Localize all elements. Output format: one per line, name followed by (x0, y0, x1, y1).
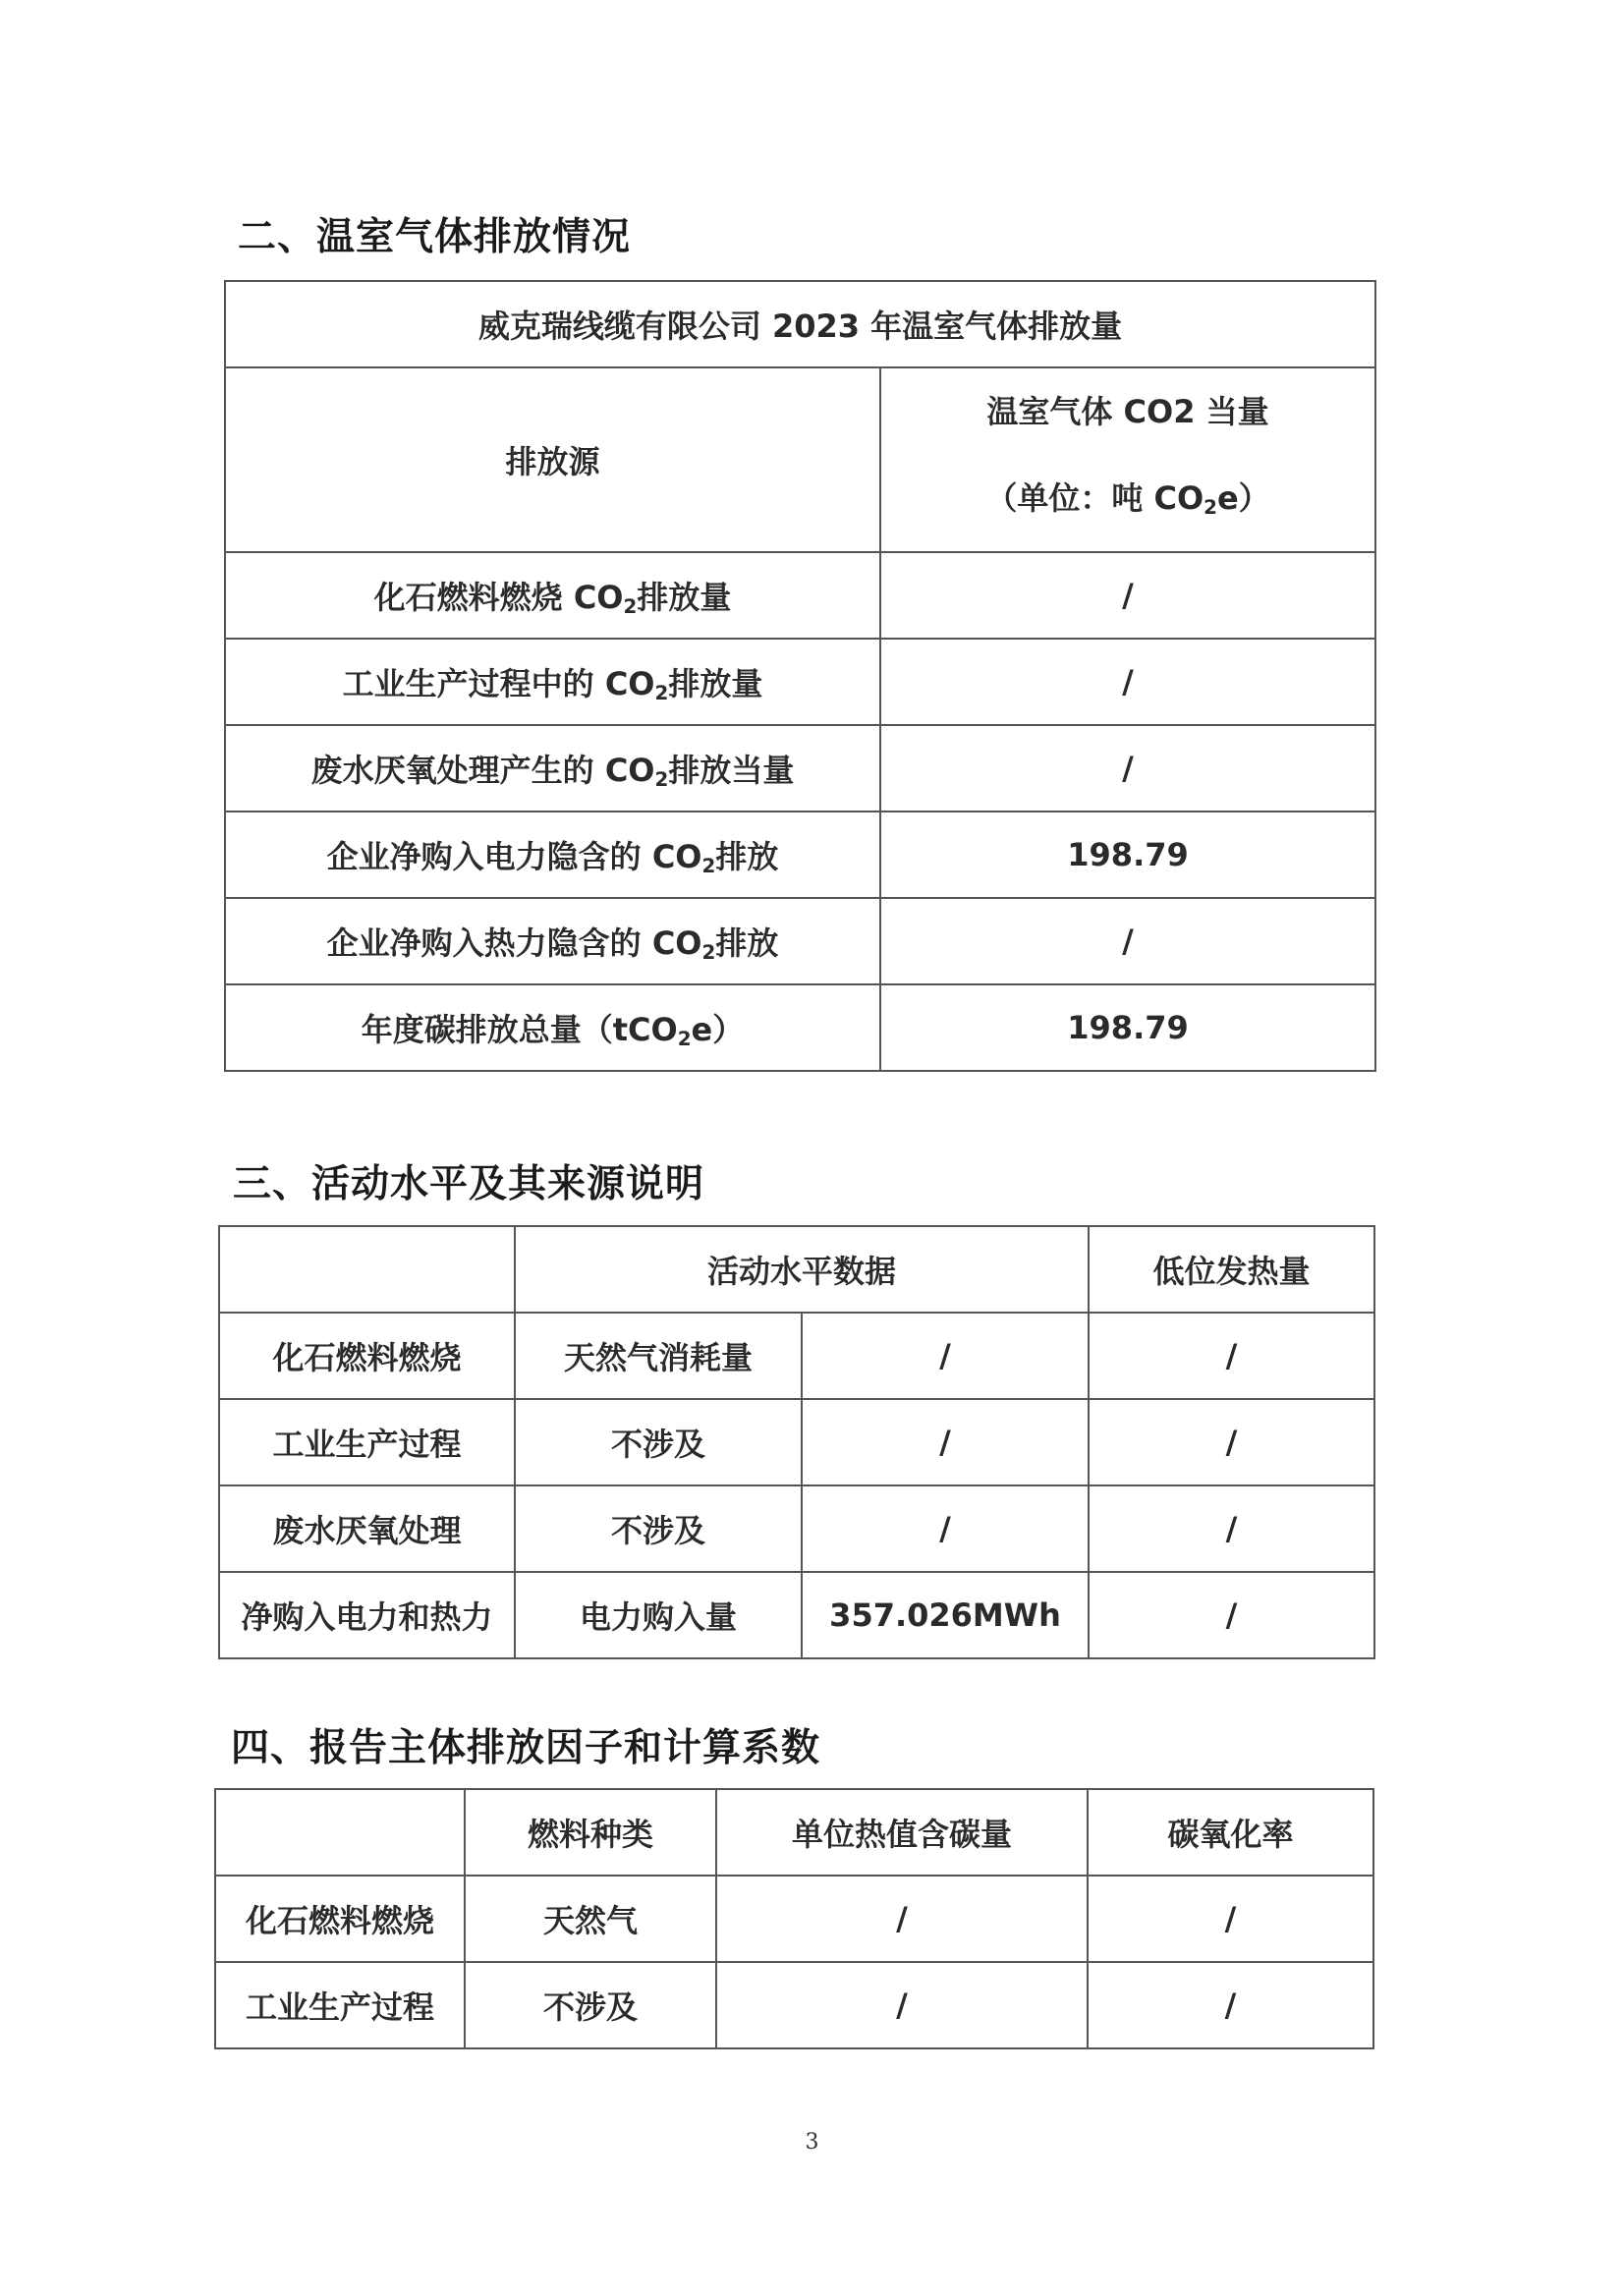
activity-source: 废水厌氧处理 (219, 1485, 515, 1572)
fuel-type: 天然气 (465, 1876, 716, 1962)
heat-value: / (1089, 1399, 1374, 1485)
header-co2-equivalent-line1: 温室气体 CO2 当量 (986, 393, 1269, 430)
factor-source: 工业生产过程 (215, 1962, 465, 2048)
table-row (225, 725, 1375, 812)
activity-value: / (802, 1313, 1089, 1399)
factors-header-blank (215, 1789, 465, 1876)
carbon-content-value: / (716, 1876, 1088, 1962)
emission-value: / (880, 898, 1375, 984)
emission-source-label: 废水厌氧处理产生的 $CO_2$排放当量 (225, 725, 880, 812)
header-emission-source: 排放源 (225, 367, 880, 552)
activity-item: 电力购入量 (515, 1572, 802, 1658)
activity-value: / (802, 1485, 1089, 1572)
header-low-heat-value: 低位发热量 (1089, 1226, 1374, 1313)
heat-value: / (1089, 1313, 1374, 1399)
emission-source-label: 化石燃料燃烧 $CO_2$排放量 (225, 552, 880, 639)
activity-value: 357.026MWh (802, 1572, 1089, 1658)
emission-total-value: 198.79 (880, 984, 1375, 1071)
table-row (219, 1485, 1374, 1572)
section3-title: 三、活动水平及其来源说明 (233, 1162, 705, 1206)
activity-value: / (802, 1399, 1089, 1485)
table-row (215, 1876, 1373, 1962)
activity-item: 不涉及 (515, 1399, 802, 1485)
activity-header-blank (219, 1226, 515, 1313)
oxidation-rate-value: / (1088, 1962, 1373, 2048)
emission-source-label: 工业生产过程中的 $CO_2$排放量 (225, 639, 880, 725)
emission-value: 198.79 (880, 812, 1375, 898)
table-row (225, 552, 1375, 639)
fuel-type: 不涉及 (465, 1962, 716, 2048)
emission-value: / (880, 725, 1375, 812)
emission-source-label: 企业净购入热力隐含的 $CO_2$排放 (225, 898, 880, 984)
header-carbon-content: 单位热值含碳量 (716, 1789, 1088, 1876)
table-row (215, 1962, 1373, 2048)
factors-table (214, 1788, 1374, 2049)
emission-total-label: 年度碳排放总量（tCO$_2$e） (225, 984, 880, 1071)
section2-title: 二、温室气体排放情况 (238, 215, 632, 259)
oxidation-rate-value: / (1088, 1876, 1373, 1962)
heat-value: / (1089, 1572, 1374, 1658)
table-row (225, 984, 1375, 1071)
emission-value: / (880, 639, 1375, 725)
header-oxidation-rate: 碳氧化率 (1088, 1789, 1373, 1876)
emission-value: / (880, 552, 1375, 639)
table-row (219, 1313, 1374, 1399)
table-row (225, 898, 1375, 984)
activity-source: 化石燃料燃烧 (219, 1313, 515, 1399)
carbon-content-value: / (716, 1962, 1088, 2048)
emission-source-label: 企业净购入电力隐含的 $CO_2$排放 (225, 812, 880, 898)
factor-source: 化石燃料燃烧 (215, 1876, 465, 1962)
header-co2-equivalent (880, 367, 1375, 552)
page-number: 3 (805, 2130, 819, 2155)
table-row (219, 1572, 1374, 1658)
activity-source: 工业生产过程 (219, 1399, 515, 1485)
table-row (219, 1399, 1374, 1485)
activity-source: 净购入电力和热力 (219, 1572, 515, 1658)
heat-value: / (1089, 1485, 1374, 1572)
header-fuel-type: 燃料种类 (465, 1789, 716, 1876)
activity-table (218, 1225, 1375, 1659)
table-row (225, 812, 1375, 898)
section4-title: 四、报告主体排放因子和计算系数 (231, 1726, 821, 1770)
table-row (225, 639, 1375, 725)
emissions-table-title: 威克瑞线缆有限公司 2023 年温室气体排放量 (225, 281, 1375, 367)
activity-item: 不涉及 (515, 1485, 802, 1572)
header-co2-unit: （单位：吨 $CO_2e$） (985, 479, 1270, 519)
activity-item: 天然气消耗量 (515, 1313, 802, 1399)
emissions-table (224, 280, 1376, 1072)
header-activity-data: 活动水平数据 (515, 1226, 1089, 1313)
